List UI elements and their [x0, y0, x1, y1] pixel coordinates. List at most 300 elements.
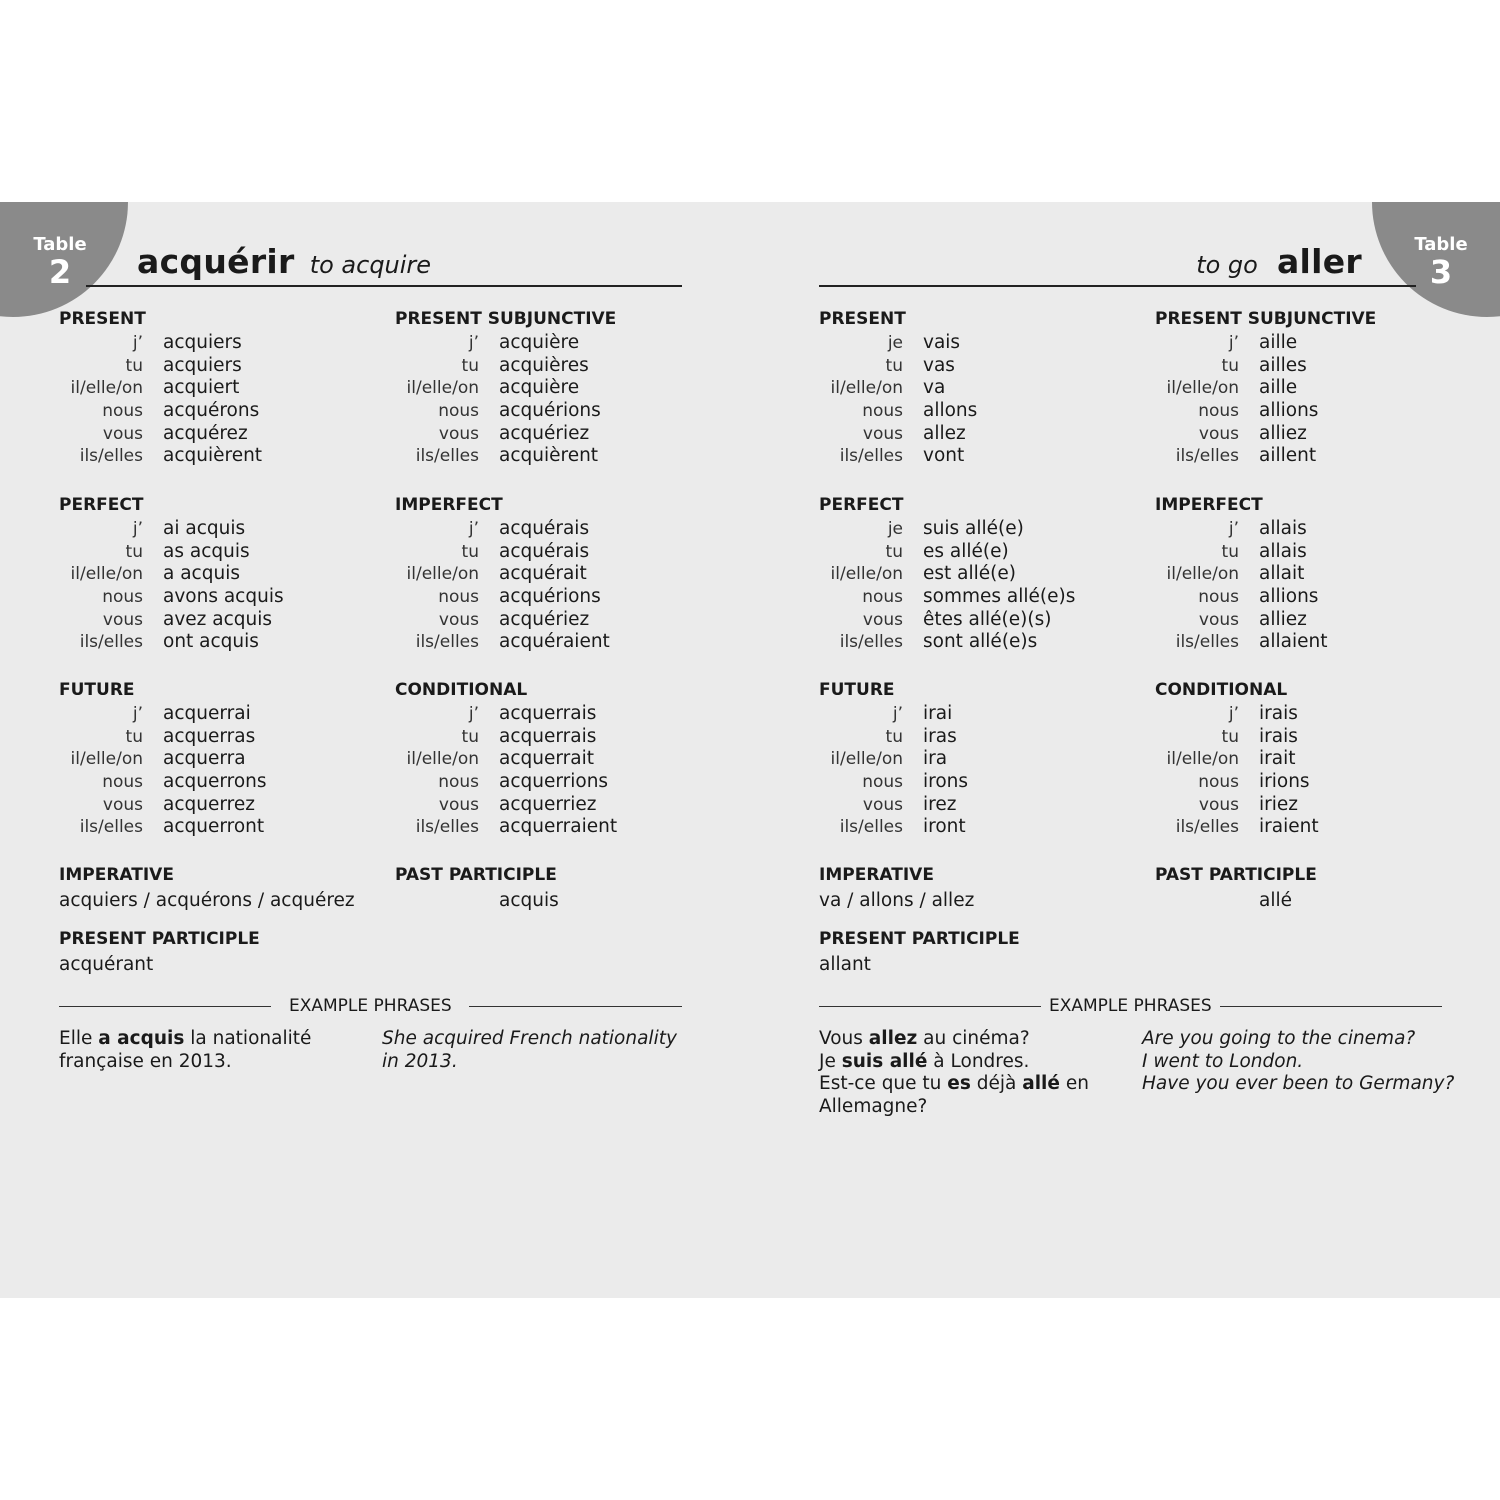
conjugation-row	[1155, 816, 1475, 839]
verb-title-left	[137, 242, 431, 281]
pronoun: vous	[862, 609, 903, 630]
pronoun: ils/elles	[79, 817, 143, 838]
example-phrases-label: EXAMPLE PHRASES	[1049, 996, 1212, 1016]
conjugation-row	[59, 445, 379, 468]
present-participle-value: allant	[819, 954, 871, 975]
conjugation-row	[395, 771, 715, 794]
example-rule-right	[469, 1006, 682, 1007]
title-rule	[86, 285, 682, 287]
example-verb-highlight: allez	[868, 1028, 918, 1049]
imperative	[819, 863, 1139, 913]
pronoun: tu	[125, 726, 143, 747]
imperative-forms: acquiers / acquérons / acquérez	[59, 890, 355, 911]
verb-form: acquerrait	[499, 748, 594, 770]
verb-form: irons	[923, 771, 969, 793]
tense-heading: PRESENT SUBJUNCTIVE	[1155, 309, 1377, 329]
conjugation-row	[819, 377, 1139, 400]
conjugation-row	[395, 794, 715, 817]
pronoun: vous	[438, 794, 479, 815]
conjugation-row	[819, 816, 1139, 839]
verb-form: allaient	[1259, 631, 1328, 653]
pronoun: ils/elles	[1175, 446, 1239, 467]
verb-form: ai acquis	[163, 518, 246, 539]
verb-form: irais	[1259, 725, 1298, 747]
example-text: Allemagne?	[819, 1095, 928, 1117]
pronoun: vous	[102, 423, 143, 444]
verb-form: ont acquis	[163, 631, 259, 653]
conjugation-row	[1155, 631, 1475, 654]
pronoun: tu	[125, 541, 143, 562]
tense-present-subjunctive	[1155, 307, 1475, 468]
conjugation-row	[819, 703, 1139, 726]
conjugation-row	[395, 816, 715, 839]
verb-form: allais	[1259, 540, 1307, 562]
verb-form: acquérons	[163, 400, 260, 422]
pronoun: nous	[102, 401, 143, 422]
pronoun: il/elle/on	[830, 378, 903, 399]
conjugation-row	[395, 423, 715, 446]
pronoun: je	[887, 333, 903, 353]
conjugation-row	[395, 518, 715, 541]
tense-imperfect	[395, 493, 715, 654]
tense-future	[59, 678, 379, 839]
example-line	[382, 1028, 677, 1051]
verb-form: irai	[923, 703, 953, 724]
verb-form: acquerrons	[163, 771, 267, 793]
pronoun: tu	[461, 726, 479, 747]
tense-heading: CONDITIONAL	[395, 680, 528, 700]
tense-future	[819, 678, 1139, 839]
conjugation-row	[395, 563, 715, 586]
example-line	[1142, 1051, 1454, 1074]
conjugation-row	[819, 794, 1139, 817]
verb-form: acquérions	[499, 586, 601, 608]
conjugation-row	[395, 748, 715, 771]
verb-form: acquerront	[163, 816, 265, 838]
conjugation-row	[1155, 423, 1475, 446]
conjugation-row	[819, 609, 1139, 632]
example-text: déjà	[970, 1073, 1023, 1094]
pronoun: tu	[125, 355, 143, 376]
pronoun: il/elle/on	[406, 564, 479, 585]
conjugation-row	[1155, 703, 1475, 726]
conjugation-row	[59, 332, 379, 355]
conjugation-row	[819, 726, 1139, 749]
pronoun: vous	[1198, 794, 1239, 815]
pronoun: j’	[1228, 704, 1239, 724]
verb-form: acquerrai	[163, 703, 251, 724]
verb-form: ailles	[1259, 354, 1307, 376]
example-line	[1142, 1073, 1454, 1096]
conjugation-row	[395, 631, 715, 654]
conjugation-row	[1155, 400, 1475, 423]
verb-form: allions	[1259, 400, 1319, 422]
verb-form: a acquis	[163, 563, 240, 585]
pronoun: j’	[132, 333, 143, 353]
example-line	[819, 1051, 1089, 1074]
conjugation-row	[819, 748, 1139, 771]
tense-heading: PRESENT PARTICIPLE	[819, 929, 1020, 949]
conjugation-row	[59, 726, 379, 749]
verb-form: acquerrais	[499, 703, 597, 724]
pronoun: nous	[102, 587, 143, 608]
pronoun: ils/elles	[415, 632, 479, 653]
conjugation-row	[59, 631, 379, 654]
example-verb-highlight: a acquis	[98, 1028, 185, 1049]
pronoun: j’	[1228, 333, 1239, 353]
pronoun: ils/elles	[79, 446, 143, 467]
verb-form: acquière	[499, 377, 580, 399]
verb-form: sont allé(e)s	[923, 631, 1038, 653]
pronoun: il/elle/on	[1166, 749, 1239, 770]
verb-form: irions	[1259, 771, 1310, 793]
verb-form: allais	[1259, 518, 1307, 539]
verb-form: êtes allé(e)(s)	[923, 608, 1052, 630]
pronoun: ils/elles	[415, 446, 479, 467]
verb-form: allons	[923, 400, 978, 422]
verb-infinitive: aller	[1276, 242, 1362, 281]
pronoun: j’	[468, 333, 479, 353]
tense-heading: IMPERFECT	[395, 495, 503, 515]
conjugation-row	[395, 332, 715, 355]
tense-heading: FUTURE	[59, 680, 135, 700]
pronoun: nous	[1198, 401, 1239, 422]
verb-form: allait	[1259, 563, 1305, 585]
pronoun: vous	[862, 423, 903, 444]
pronoun: tu	[885, 355, 903, 376]
pronoun: il/elle/on	[1166, 378, 1239, 399]
conjugation-row	[59, 518, 379, 541]
example-text: I went to London.	[1142, 1050, 1304, 1072]
conjugation-row	[819, 355, 1139, 378]
title-rule	[819, 285, 1416, 287]
verb-form: allez	[923, 422, 966, 444]
pronoun: il/elle/on	[830, 749, 903, 770]
pronoun: ils/elles	[415, 817, 479, 838]
example-french	[819, 1028, 1089, 1118]
conjugation-row	[819, 445, 1139, 468]
pronoun: j’	[892, 704, 903, 724]
verb-form: sommes allé(e)s	[923, 586, 1076, 608]
pronoun: vous	[102, 609, 143, 630]
table-tab-number: 3	[1429, 253, 1453, 291]
imperative-forms: va / allons / allez	[819, 890, 975, 911]
past-participle-value: acquis	[499, 890, 559, 911]
pronoun: ils/elles	[1175, 632, 1239, 653]
verb-form: irait	[1259, 748, 1296, 770]
table-tab-label: Table	[1414, 234, 1468, 255]
verb-form: acquerras	[163, 725, 256, 747]
verb-form: acquiers	[163, 332, 242, 353]
pronoun: tu	[461, 541, 479, 562]
pronoun: il/elle/on	[1166, 564, 1239, 585]
verb-form: alliez	[1259, 608, 1307, 630]
pronoun: nous	[1198, 587, 1239, 608]
tense-heading: IMPERATIVE	[59, 865, 174, 885]
verb-form: acquérions	[499, 400, 601, 422]
pronoun: nous	[438, 772, 479, 793]
pronoun: il/elle/on	[70, 564, 143, 585]
pronoun: il/elle/on	[70, 749, 143, 770]
present-participle	[59, 927, 379, 977]
verb-form: acquérait	[499, 563, 587, 585]
verb-form: vas	[923, 354, 955, 376]
pronoun: ils/elles	[839, 446, 903, 467]
pronoun: vous	[862, 794, 903, 815]
table-tab-left	[0, 202, 128, 317]
verb-form: acquerrez	[163, 793, 255, 815]
verb-form: acquerrions	[499, 771, 609, 793]
pronoun: nous	[1198, 772, 1239, 793]
verb-form: acquièrent	[499, 445, 599, 467]
example-verb-highlight: es	[947, 1073, 971, 1094]
conjugation-row	[59, 563, 379, 586]
pronoun: vous	[438, 609, 479, 630]
table-tab-right	[1372, 202, 1500, 317]
pronoun: j’	[468, 704, 479, 724]
verb-form: acquérais	[499, 540, 590, 562]
past-participle-value: allé	[1259, 890, 1292, 911]
conjugation-row	[1155, 748, 1475, 771]
pronoun: nous	[862, 772, 903, 793]
verb-form: vais	[923, 332, 961, 353]
pronoun: ils/elles	[839, 817, 903, 838]
pronoun: tu	[885, 541, 903, 562]
pronoun: vous	[1198, 609, 1239, 630]
pronoun: j’	[468, 519, 479, 539]
conjugation-row	[59, 423, 379, 446]
tense-heading: CONDITIONAL	[1155, 680, 1288, 700]
example-text: en	[1059, 1073, 1089, 1094]
verb-form: est allé(e)	[923, 563, 1016, 585]
conjugation-row	[819, 423, 1139, 446]
verb-form: acquérez	[163, 422, 248, 444]
past-participle	[395, 863, 715, 913]
pronoun: tu	[1221, 355, 1239, 376]
verb-form: alliez	[1259, 422, 1307, 444]
verb-form: allions	[1259, 586, 1319, 608]
example-line	[59, 1028, 311, 1051]
verb-infinitive: acquérir	[137, 242, 295, 281]
table-tab-number: 2	[48, 253, 72, 291]
verb-form: acquiers	[163, 354, 242, 376]
verb-form: acquerraient	[499, 816, 618, 838]
verb-form: irez	[923, 793, 957, 815]
conjugation-row	[395, 586, 715, 609]
conjugation-row	[1155, 445, 1475, 468]
conjugation-row	[59, 609, 379, 632]
conjugation-row	[1155, 726, 1475, 749]
verb-form: acquière	[499, 332, 580, 353]
pronoun: nous	[102, 772, 143, 793]
conjugation-row	[59, 355, 379, 378]
example-rule-right	[1220, 1006, 1442, 1007]
conjugation-row	[819, 771, 1139, 794]
verb-form: acquièrent	[163, 445, 263, 467]
conjugation-row	[59, 748, 379, 771]
pronoun: vous	[102, 794, 143, 815]
verb-translation: to acquire	[309, 251, 432, 279]
example-french	[59, 1028, 311, 1073]
past-participle	[1155, 863, 1475, 913]
conjugation-row	[1155, 332, 1475, 355]
conjugation-row	[1155, 355, 1475, 378]
conjugation-row	[819, 541, 1139, 564]
example-text: française en 2013.	[59, 1050, 232, 1072]
pronoun: nous	[862, 587, 903, 608]
conjugation-row	[819, 563, 1139, 586]
tense-heading: IMPERATIVE	[819, 865, 934, 885]
conjugation-row	[1155, 377, 1475, 400]
verb-form: aille	[1259, 377, 1298, 399]
tense-heading: IMPERFECT	[1155, 495, 1263, 515]
conjugation-row	[395, 726, 715, 749]
verb-form: acquerra	[163, 748, 246, 770]
conjugation-row	[395, 355, 715, 378]
example-text: à Londres.	[927, 1050, 1030, 1072]
verb-form: avons acquis	[163, 586, 284, 608]
conjugation-row	[59, 794, 379, 817]
example-text: Est-ce que tu	[819, 1073, 948, 1094]
example-line	[819, 1096, 1089, 1119]
example-english	[382, 1028, 677, 1073]
verb-form: as acquis	[163, 540, 250, 562]
example-text: She acquired French nationality	[382, 1028, 677, 1049]
conjugation-row	[395, 377, 715, 400]
verb-form: aillent	[1259, 445, 1317, 467]
table-tab-label: Table	[33, 234, 87, 255]
verb-form: avez acquis	[163, 608, 273, 630]
verb-form: iras	[923, 725, 957, 747]
pronoun: il/elle/on	[406, 378, 479, 399]
verb-form: iraient	[1259, 816, 1319, 838]
verb-form: va	[923, 377, 946, 399]
verb-form: irais	[1259, 703, 1298, 724]
conjugation-row	[395, 609, 715, 632]
tense-conditional	[1155, 678, 1475, 839]
pronoun: ils/elles	[839, 632, 903, 653]
conjugation-row	[59, 586, 379, 609]
verb-form: acquérais	[499, 518, 590, 539]
example-text: Vous	[819, 1028, 869, 1049]
conjugation-row	[59, 400, 379, 423]
tense-heading: PRESENT PARTICIPLE	[59, 929, 260, 949]
verb-form: acquiert	[163, 377, 240, 399]
conjugation-row	[819, 586, 1139, 609]
tense-heading: PERFECT	[59, 495, 144, 515]
pronoun: ils/elles	[1175, 817, 1239, 838]
tense-perfect	[59, 493, 379, 654]
verb-form: acquériez	[499, 608, 590, 630]
pronoun: tu	[1221, 726, 1239, 747]
example-line	[382, 1051, 677, 1074]
conjugation-row	[59, 541, 379, 564]
present-participle-value: acquérant	[59, 954, 154, 975]
conjugation-row	[1155, 541, 1475, 564]
verb-form: acquerrais	[499, 725, 597, 747]
example-english	[1142, 1028, 1454, 1096]
pronoun: j’	[132, 704, 143, 724]
conjugation-row	[819, 631, 1139, 654]
example-verb-highlight: suis allé	[841, 1050, 928, 1072]
conjugation-row	[1155, 518, 1475, 541]
verb-form: vont	[923, 445, 965, 467]
pronoun: je	[887, 519, 903, 539]
pronoun: tu	[885, 726, 903, 747]
conjugation-row	[1155, 771, 1475, 794]
pronoun: nous	[438, 401, 479, 422]
verb-title-right	[1196, 242, 1362, 281]
imperative	[59, 863, 379, 913]
pronoun: j’	[132, 519, 143, 539]
example-line	[819, 1028, 1089, 1051]
example-rule-left	[819, 1006, 1041, 1007]
conjugation-row	[59, 703, 379, 726]
conjugation-row	[819, 400, 1139, 423]
conjugation-row	[59, 771, 379, 794]
tense-heading: FUTURE	[819, 680, 895, 700]
example-line	[819, 1073, 1089, 1096]
present-participle	[819, 927, 1139, 977]
conjugation-row	[395, 445, 715, 468]
verb-form: acquéraient	[499, 631, 610, 653]
tense-present	[819, 307, 1139, 468]
pronoun: tu	[1221, 541, 1239, 562]
example-text: in 2013.	[382, 1050, 458, 1072]
conjugation-row	[395, 541, 715, 564]
example-phrases-label: EXAMPLE PHRASES	[289, 996, 452, 1016]
tense-present	[59, 307, 379, 468]
pronoun: il/elle/on	[406, 749, 479, 770]
tense-heading: PRESENT	[59, 309, 146, 329]
example-text: Are you going to the cinema?	[1142, 1028, 1416, 1049]
conjugation-row	[395, 400, 715, 423]
pronoun: tu	[461, 355, 479, 376]
example-text: au cinéma?	[917, 1028, 1030, 1049]
verb-form: acquerriez	[499, 793, 597, 815]
verb-form: es allé(e)	[923, 540, 1009, 562]
pronoun: ils/elles	[79, 632, 143, 653]
verb-form: iriez	[1259, 793, 1298, 815]
conjugation-row	[1155, 563, 1475, 586]
example-line	[59, 1051, 311, 1074]
example-text: Have you ever been to Germany?	[1142, 1073, 1455, 1094]
pronoun: nous	[438, 587, 479, 608]
conjugation-row	[395, 703, 715, 726]
book-spread	[0, 202, 1500, 1298]
tense-heading: PAST PARTICIPLE	[395, 865, 557, 885]
pronoun: vous	[438, 423, 479, 444]
example-rule-left	[59, 1006, 271, 1007]
tense-conditional	[395, 678, 715, 839]
conjugation-row	[1155, 586, 1475, 609]
tense-heading: PRESENT	[819, 309, 906, 329]
pronoun: il/elle/on	[830, 564, 903, 585]
example-verb-highlight: allé	[1022, 1073, 1060, 1094]
verb-form: suis allé(e)	[923, 518, 1024, 539]
tense-heading: PAST PARTICIPLE	[1155, 865, 1317, 885]
conjugation-row	[1155, 794, 1475, 817]
pronoun: nous	[862, 401, 903, 422]
conjugation-row	[819, 332, 1139, 355]
example-line	[1142, 1028, 1454, 1051]
pronoun: vous	[1198, 423, 1239, 444]
verb-form: aille	[1259, 332, 1298, 353]
conjugation-row	[59, 816, 379, 839]
tense-perfect	[819, 493, 1139, 654]
verb-form: acquières	[499, 354, 589, 376]
tense-heading: PERFECT	[819, 495, 904, 515]
